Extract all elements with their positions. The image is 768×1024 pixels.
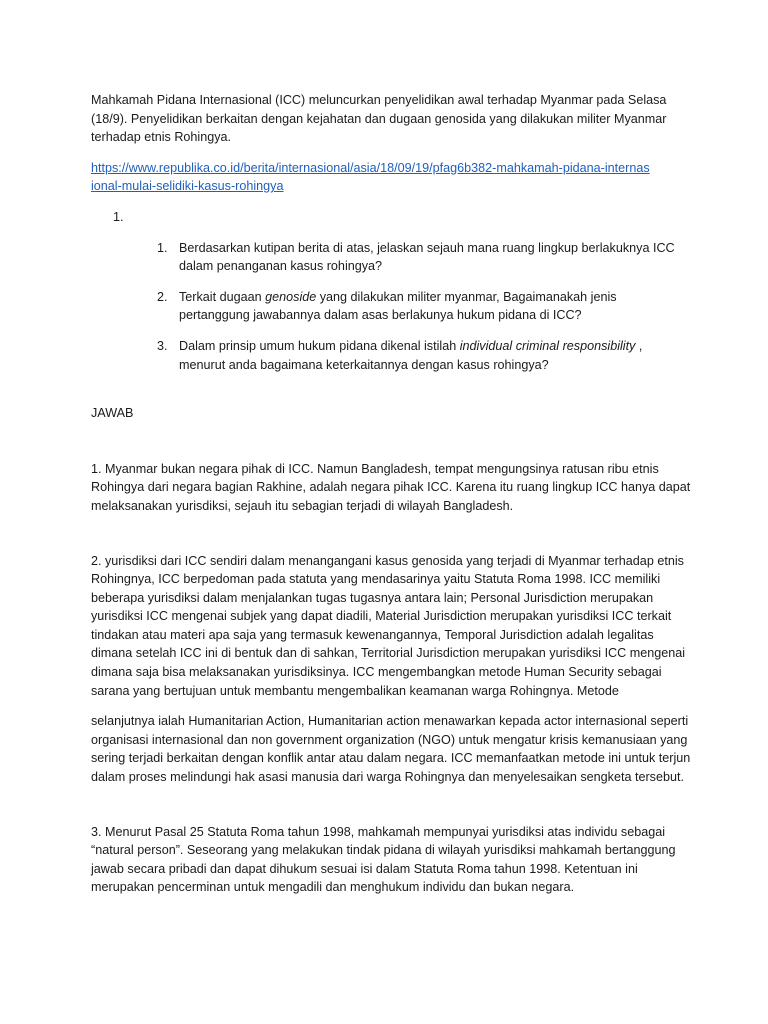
question-number: 1.: [157, 240, 168, 255]
question-text: Dalam prinsip umum hukum pidana dikenal istilah individual criminal responsibility , menurut anda bagaimana keterkaitannya dengan kasus rohingya?: [179, 338, 643, 372]
question-text: Terkait dugaan genoside yang dilakukan militer myanmar, Bagaimanakah jenis pertanggung jawabannya dalam asas berlakunya hukum pidana di ICC?: [179, 289, 617, 323]
answer-2: 2. yurisdiksi dari ICC sendiri dalam menangangani kasus genosida yang terjadi di Myanmar terhadap etnis Rohingnya, ICC berpedoman pada statuta yang mendasarinya yaitu Statuta Roma 1998. ICC memiliki beberapa yurisdiksi dalam menjalankan tugas tugasnya antara lain; Personal Jurisdiction merupakan yurisdiksi ICC mengenai subjek yang dapat diadili, Material Jurisdiction merupakan yurisdiksi ICC terkait tindakan atau materi apa saja yang termasuk kewenangannya, Temporal Jurisdiction adalah legalitas dimana setelah ICC ini di bentuk dan di sahkan, Territorial Jurisdiction merupakan yurisdiksi ICC mengenai dimana saja bisa melaksanakan yurisdiksinya. ICC mengembangkan metode Human Security sebagai sarana yang bertujuan untuk membantu mengembalikan keamanan warga Rohingnya. Metode: [91, 553, 686, 698]
question-number: 2.: [157, 289, 168, 304]
source-link[interactable]: https://www.republika.co.id/berita/internasional/asia/18/09/19/pfag6b382-mahkamah-pidana-internasional-mulai-selidiki-kasus-rohingya: [91, 160, 650, 194]
intro-paragraph: Mahkamah Pidana Internasional (ICC) meluncurkan penyelidikan awal terhadap Myanmar pada Selasa (18/9). Penyelidikan berkaitan dengan kejahatan dan dugaan genosida yang dilakukan militer Myanmar terhadap etnis Rohingya.: [91, 93, 667, 145]
question-item: [91, 239, 708, 276]
answer-heading: JAWAB: [91, 406, 134, 421]
question-number: 3.: [157, 338, 168, 353]
outer-list-number: 1.: [113, 209, 124, 224]
question-text: Berdasarkan kutipan berita di atas, jelaskan sejauh mana ruang lingkup berlakuknya ICC dalam penanganan kasus rohingya?: [179, 240, 675, 274]
answer-1: 1. Myanmar bukan negara pihak di ICC. Namun Bangladesh, tempat mengungsinya ratusan ribu etnis Rohingya dari negara bagian Rakhine, adalah negara pihak ICC. Karena itu ruang lingkup ICC hanya dapat melaksanakan yurisdiksi, sejauh itu sebagian terjadi di wilayah Bangladesh.: [91, 461, 691, 513]
answer-3: 3. Menurut Pasal 25 Statuta Roma tahun 1998, mahkamah mempunyai yurisdiksi atas individu sebagai “natural person”. Seseorang yang melakukan tindak pidana di wilayah yurisdiksi mahkamah bertanggung jawab secara pribadi dan dapat dihukum sesuai isi dalam Statuta Roma tahun 1998. Ketentuan ini merupakan pencerminan untuk mengadili dan menghukum individu dan bukan negara.: [91, 824, 676, 895]
question-item: [91, 288, 708, 325]
question-list: [91, 239, 708, 375]
answer-2-continued: selanjutnya ialah Humanitarian Action, Humanitarian action menawarkan kepada actor internasional seperti organisasi internasional dan non government organization (NGO) untuk mengatur krisis kemanusiaan yang sering terjadi berkaitan dengan konflik antar atau dalam negara. ICC memanfaatkan metode ini untuk terjun dalam proses melindungi hak asasi manusia dari warga Rohingnya dan menyelesaikan sengketa tersebut.: [91, 714, 691, 785]
question-item: [91, 337, 708, 374]
